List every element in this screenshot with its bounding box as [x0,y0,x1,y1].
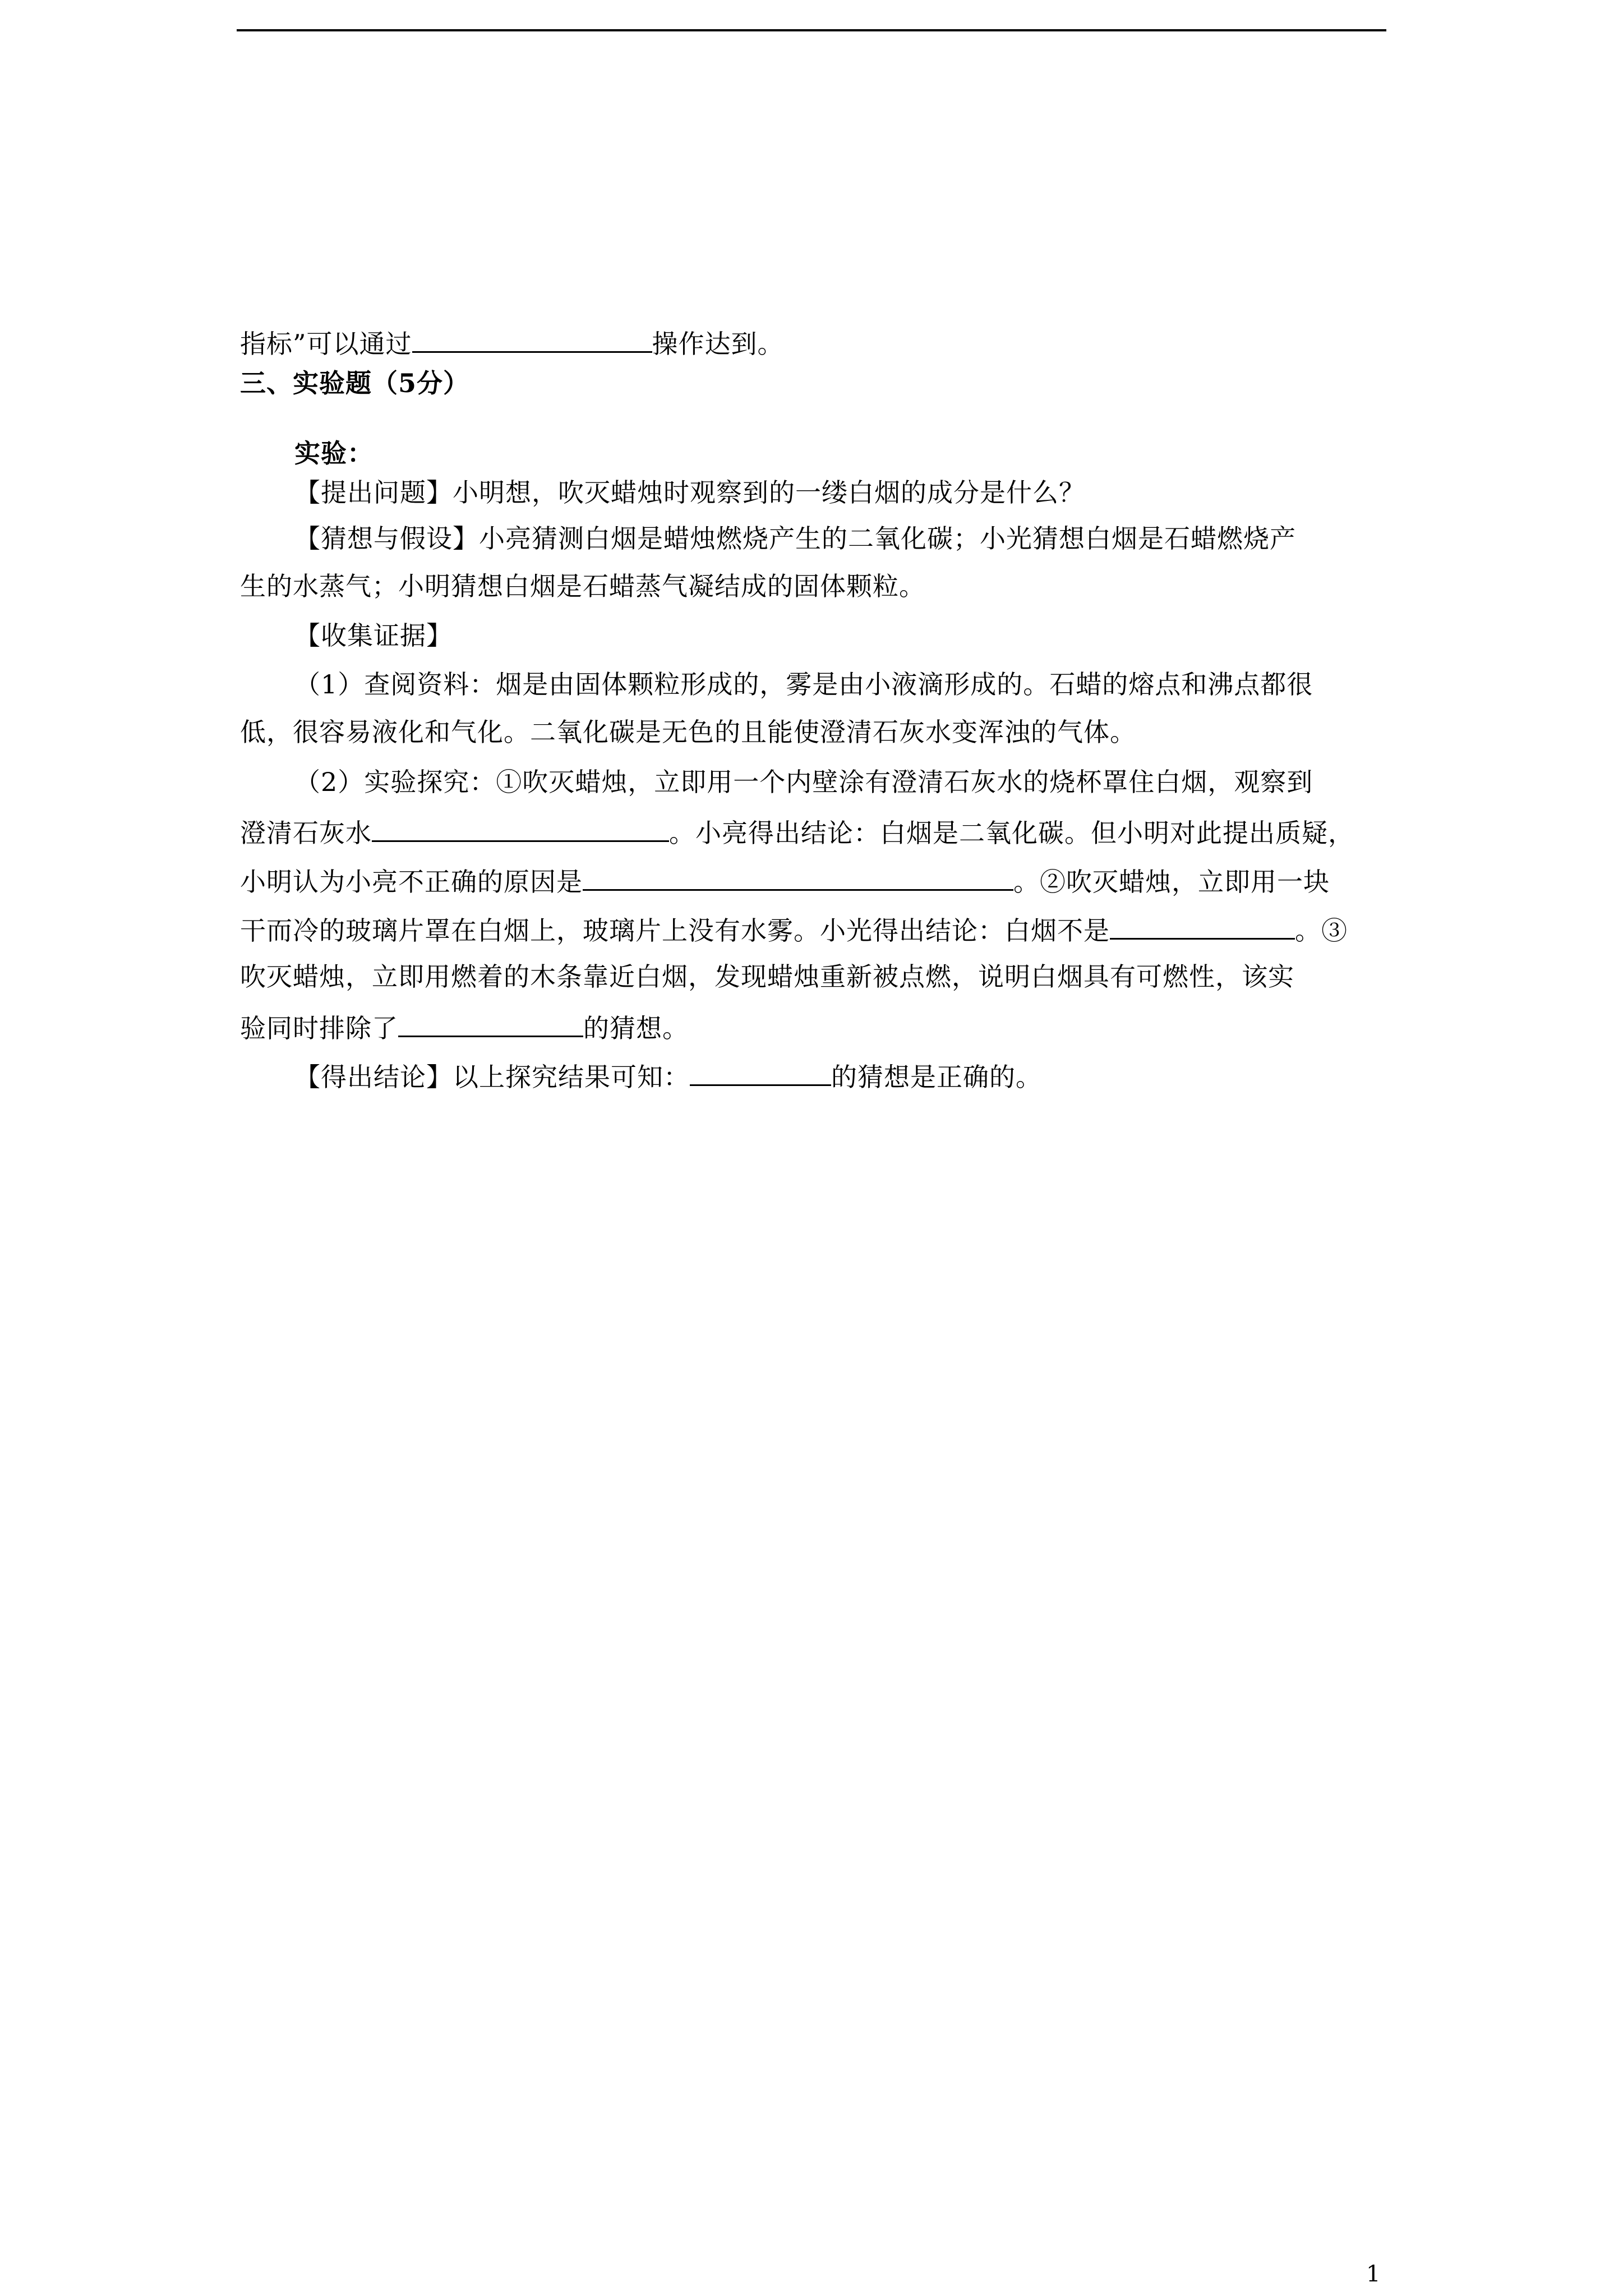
evidence2-line-1: （2）实验探究：①吹灭蜡烛，立即用一个内壁涂有澄清石灰水的烧杯罩住白烟，观察到 [294,767,1313,797]
carryover-line [240,324,784,361]
hypothesis-line-2: 生的水蒸气；小明猜想白烟是石蜡蒸气凝结成的固体颗粒。 [240,571,925,601]
section-heading: 三、实验题（5分） [240,368,470,398]
evidence2-line-5: 吹灭蜡烛，立即用燃着的木条靠近白烟，发现蜡烛重新被点燃，说明白烟具有可燃性，该实 [240,961,1294,992]
evidence2-line-6-before: 验同时排除了 [240,1013,398,1043]
page-number: 1 [1366,2261,1381,2287]
answer-blank-excluded-guess[interactable] [398,1009,583,1037]
evidence2-line-3-after: 。②吹灭蜡烛，立即用一块 [1013,867,1330,897]
evidence2-line-4-before: 干而冷的玻璃片罩在白烟上，玻璃片上没有水雾。小光得出结论：白烟不是 [240,915,1110,946]
evidence2-line-2-before: 澄清石灰水 [240,818,372,848]
answer-blank-reason[interactable] [583,862,1013,891]
evidence2-line-4 [240,911,1348,947]
carryover-text-after: 操作达到。 [652,329,784,359]
conclusion-before: 【得出结论】以上探究结果可知： [294,1062,690,1092]
conclusion-line [294,1057,1042,1094]
answer-blank-limewater[interactable] [372,813,669,842]
hypothesis-line-1: 【猜想与假设】小亮猜测白烟是蜡烛燃烧产生的二氧化碳；小光猜想白烟是石蜡燃烧产 [294,523,1296,554]
experiment-label: 实验： [294,438,374,468]
evidence2-line-3 [240,862,1330,899]
header-rule [237,29,1386,31]
evidence-heading: 【收集证据】 [294,620,453,651]
answer-blank-correct-guess[interactable] [690,1057,831,1086]
evidence2-line-6 [240,1009,689,1045]
answer-blank-operation[interactable] [412,324,652,353]
carryover-text-before: 指标”可以通过 [240,329,412,359]
conclusion-after: 的猜想是正确的。 [831,1062,1042,1092]
evidence1-line-1: （1）查阅资料：烟是由固体颗粒形成的，雾是由小液滴形成的。石蜡的熔点和沸点都很 [294,669,1313,700]
question-paragraph: 【提出问题】小明想，吹灭蜡烛时观察到的一缕白烟的成分是什么？ [294,477,1085,508]
answer-blank-not-white-smoke[interactable] [1110,911,1295,940]
evidence2-line-3-before: 小明认为小亮不正确的原因是 [240,867,583,897]
evidence2-line-2-after: 。小亮得出结论：白烟是二氧化碳。但小明对此提出质疑， [669,818,1354,848]
evidence2-line-4-after: 。③ [1295,915,1348,946]
evidence1-line-2: 低，很容易液化和气化。二氧化碳是无色的且能使澄清石灰水变浑浊的气体。 [240,717,1136,747]
evidence2-line-2 [240,813,1354,850]
evidence2-line-6-after: 的猜想。 [583,1013,689,1043]
